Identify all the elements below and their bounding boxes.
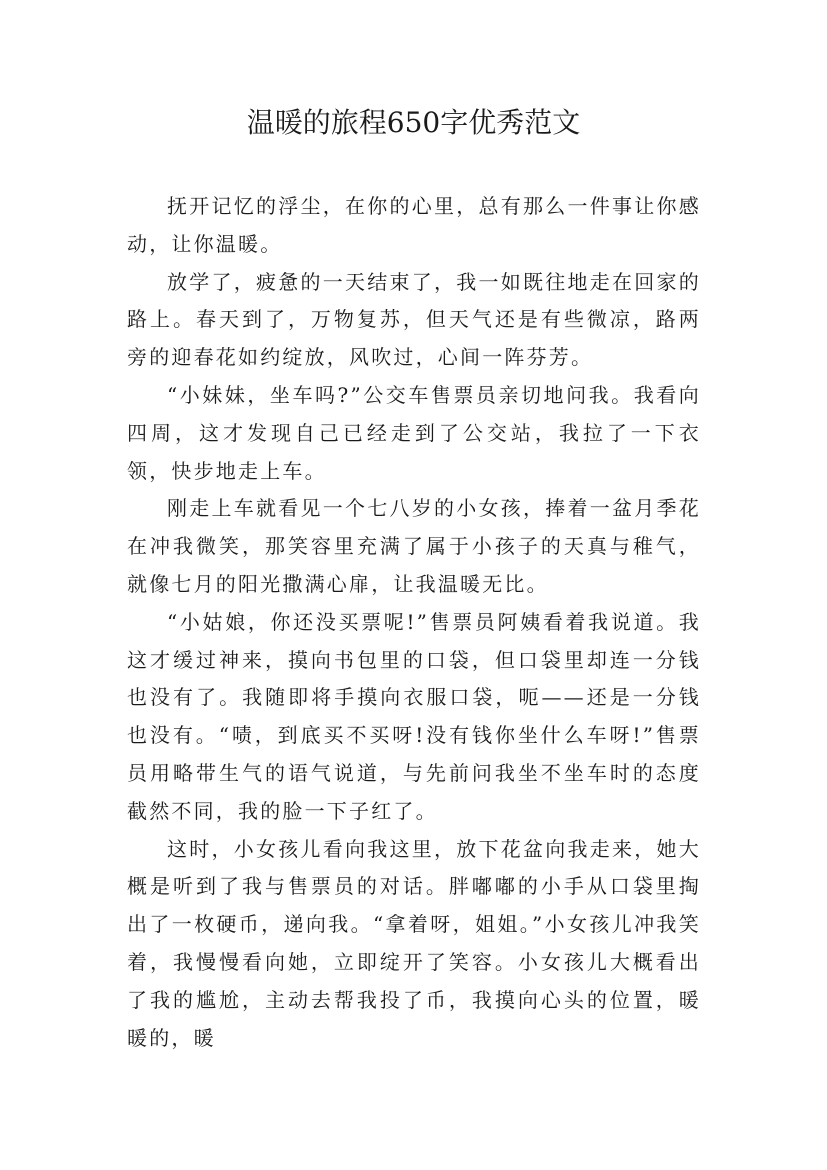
paragraph-1: 抚开记忆的浮尘，在你的心里，总有那么一件事让你感动，让你温暖。 xyxy=(127,194,701,256)
paragraph-4: 刚走上车就看见一个七八岁的小女孩，捧着一盆月季花在冲我微笑，那笑容里充满了属于小孩子的天真与稚气，就像七月的阳光撒满心扉，让我温暖无比。 xyxy=(127,496,701,596)
paragraph-3: “小妹妹，坐车吗?”公交车售票员亲切地问我。我看向四周，这才发现自己已经走到了公交站，我拉了一下衣领，快步地走上车。 xyxy=(127,382,701,483)
document-title: 温暖的旅程650字优秀范文 xyxy=(246,106,581,139)
paragraph-6: 这时，小女孩儿看向我这里，放下花盆向我走来，她大概是听到了我与售票员的对话。胖嘟嘟的小手从口袋里掏出了一枚硬币，递向我。“拿着呀，姐姐。”小女孩儿冲我笑着，我慢慢看向她，立即绽开了笑容。小女孩儿大概看出了我的尴尬，主动去帮我投了币，我摸向心头的位置，暖暖的，暖 xyxy=(127,836,701,1050)
paragraph-5: “小姑娘，你还没买票呢!”售票员阿姨看着我说道。我这才缓过神来，摸向书包里的口袋，但口袋里却连一分钱也没有了。我随即将手摸向衣服口袋，呃——还是一分钱也没有。“啧，到底买不买呀!没有钱你坐什么车呀!”售票员用略带生气的语气说道，与先前问我坐不坐车时的态度截然不同，我的脸一下子红了。 xyxy=(127,609,701,823)
document-body xyxy=(127,188,701,1057)
paragraph-2: 放学了，疲惫的一天结束了，我一如既往地走在回家的路上。春天到了，万物复苏，但天气还是有些微凉，路两旁的迎春花如约绽放，风吹过，心间一阵芬芳。 xyxy=(127,269,701,370)
